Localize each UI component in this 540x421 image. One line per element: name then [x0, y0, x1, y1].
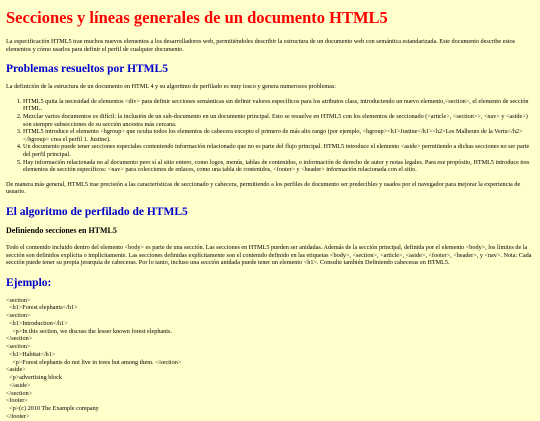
problems-lead: La definición de la estructura de un documento en HTML 4 y su algoritmo de perfilado es muy tosco y genera numerosos problemas: [6, 83, 337, 91]
problems-heading: Problemas resueltos por HTML5 [6, 63, 168, 76]
problems-list-item: 1. HTML5 quita la necesidad de elementos <div> para definir secciones semánticas sin definir valores específicos para los atributos class, introduciendo un nuevo elemento,<section>, el elemento de sección HTML. [23, 98, 535, 113]
algorithm-subheading: Definiendo secciones en HTML5 [6, 225, 117, 235]
problems-closing: De manera más general, HTML5 trae precisión a las características de seccionado y cabecera, permitiendo a los perfiles de documento ser predecibles y usados por el navegador para mejorar la experiencia de usuario. [6, 180, 521, 196]
page-title: Secciones y líneas generales de un documento HTML5 [6, 8, 388, 27]
example-heading: Ejemplo: [6, 276, 52, 289]
problems-list-item: 4. Un documento puede tener secciones especiales conteniendo información relacionado que no es parte del flujo principal. HTML5 introduce el elemento <aside> permitiendo a dichas secciones no ser parte del perfil principal. [23, 143, 535, 158]
problems-list-item: 5. Hay información relacionada no al documento pero sí al sitio entero, como logos, menús, tablas de contenidos, o información de derecho de autor y notas legales. Para ese propósito, HTML5 introduce tres elementos de sección específicos: <nav> para colecciones de enlaces, como una tabla de contenidos, <footer> y <header> información relacionada con el sitio. [23, 159, 535, 174]
problems-list-item: 2. Mezclar varios documentos es difícil: la inclusión de un sub-documento en un documento principal. Esto se resuelve en HTML5 con los elementos de seccionado (<article>, <section>>, <nav> y <aside>) son siempre subsecciones de su sección ancestra más cercana. [23, 113, 535, 128]
algorithm-heading: El algoritmo de perfilado de HTML5 [6, 205, 188, 218]
algorithm-text: Todo el contenido incluido dentro del elemento <body> es parte de una sección. Las secciones en HTML5 pueden ser anidadas. Además de la sección principal, definida por el elemento <body>, los límites de la sección son definidos explícita o implícitamente. Las secciones definidas explícitamente son el contenido definido en las etiquetas <body>, <section>, <article>, <aside>, <footer>, <header>, y <nav>. Nota: Cada sección puede tener su propia jerarquía de cabeceras. Por lo tanto, incluso una sección anidada puede tener un elemento <h1>. Consulte también Definiendo cabeceras en HTML5. [6, 243, 532, 267]
problems-list [6, 98, 535, 174]
intro-paragraph: La especificación HTML5 trae muchos nuevos elementos a los desarrolladores web, permitiéndoles describir la estructura de un documento web con semántica estandarizada. Este documento describe estos elementos y cómo usarlos para definir el perfil de cualquier documento. [6, 38, 516, 53]
problems-list-item: 3. HTML5 introduce el elemento <hgroup> que oculta todos los elementos de cabecera excepto el primero de más alto rango (por ejemplo, <hgroup><h1>Justine</h1><h2>Les Malheurs de la Vertu</h2></hgroup> crea el perfil 1. Justine). [23, 128, 535, 143]
example-code-block: <section> <h1>Forest elephants</h1> <section> <h1>Introduction</h1> <p>In this section, we discuss the lesser known forest elephants. </section> <section> <h1>Habitat</h1> <p>Forest elephants do not live in trees but among them. </section> <aside> <p>advertising block </aside> </section> <footer> <p>(c) 2010 The Example company </footer> [6, 296, 182, 420]
